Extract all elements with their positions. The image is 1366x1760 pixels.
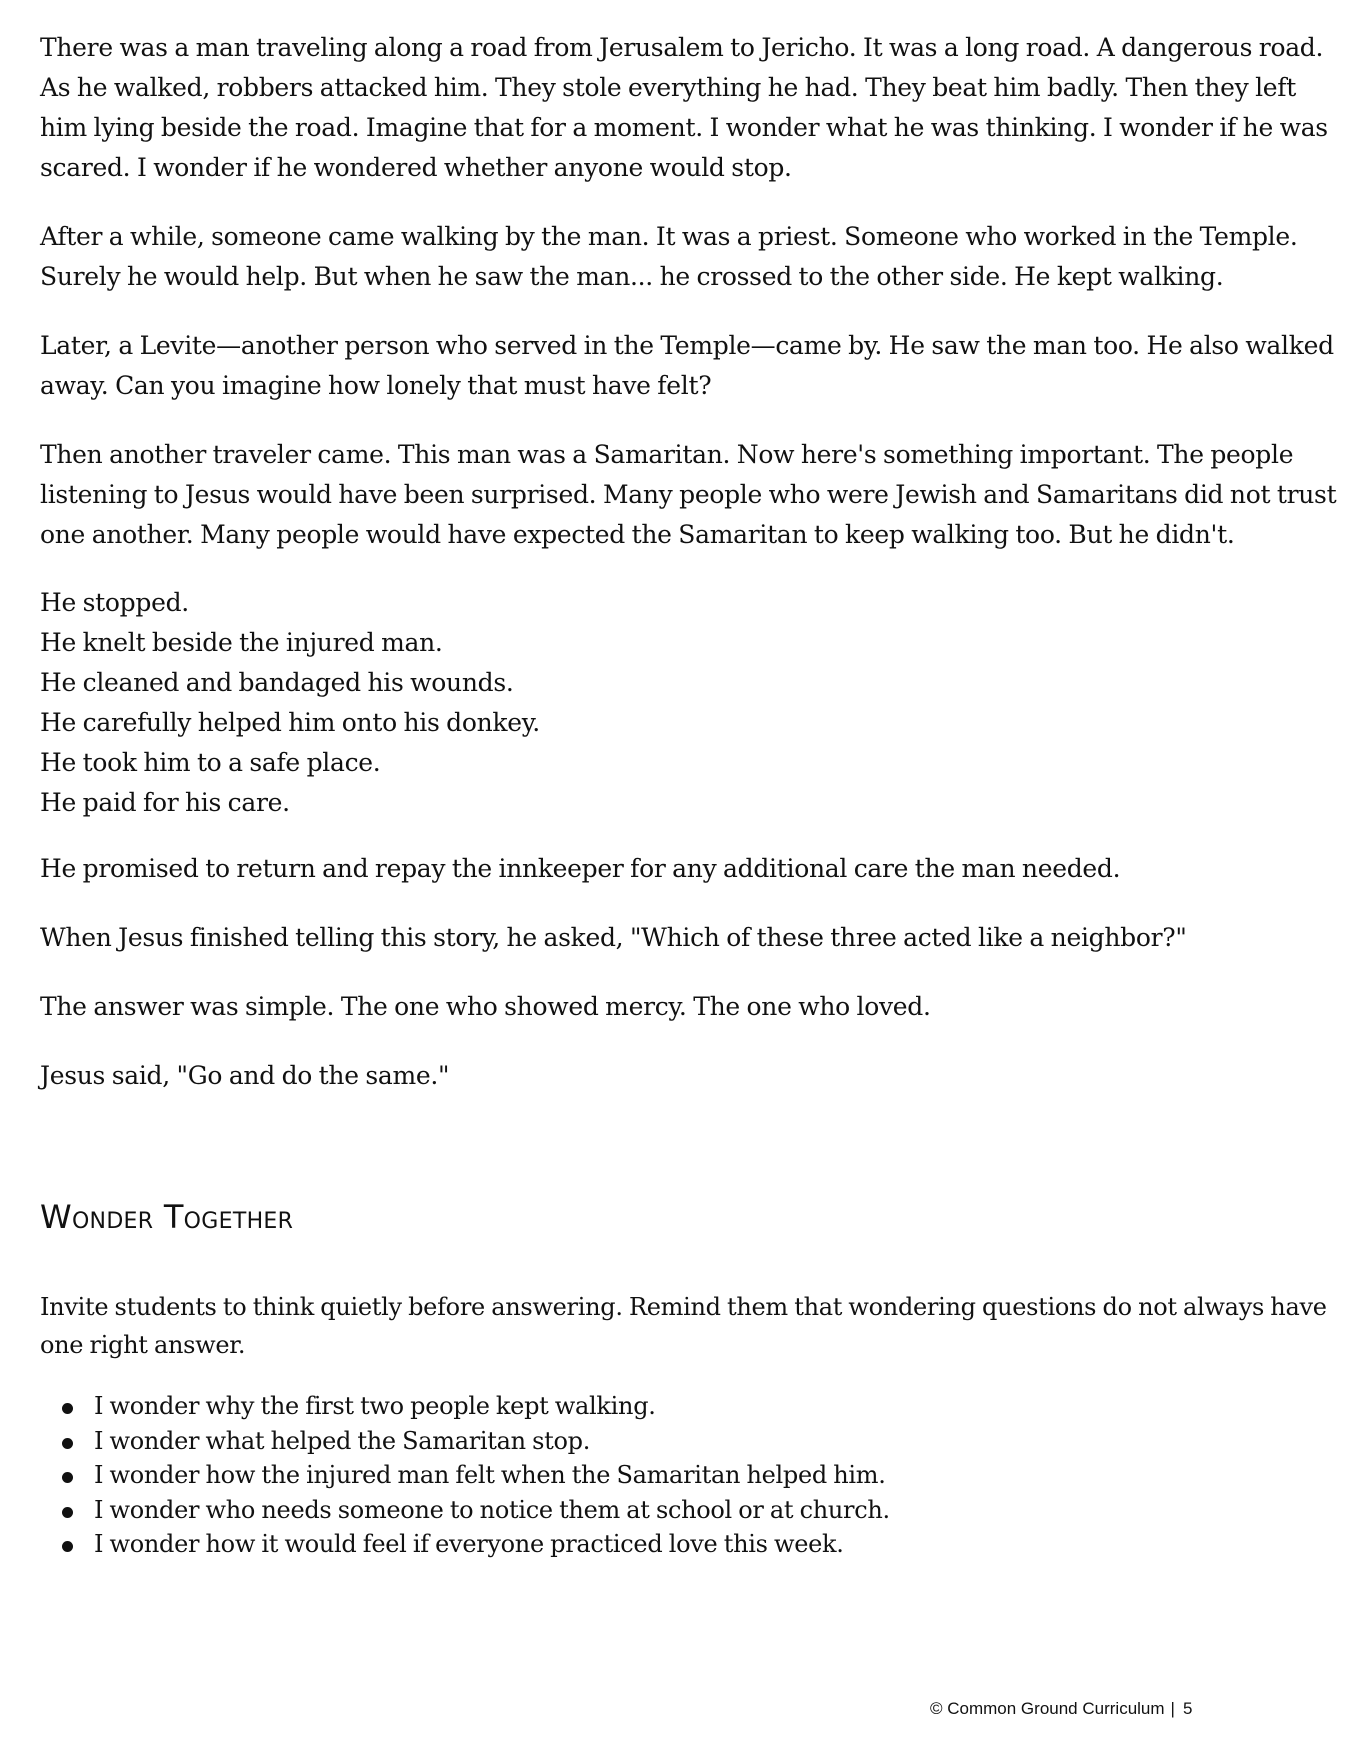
section-heading: Wonder Together [40,1198,294,1236]
bullet-icon [62,1403,73,1414]
copyright-text: © Common Ground Curriculum [930,1699,1165,1718]
wonder-question: I wonder what helped the Samaritan stop. [94,1426,591,1455]
story-paragraph: After a while, someone came walking by the man. It was a priest. Someone who worked in the Temple. Surely he would help. But when he saw the man... he crossed to the other side. He kept walking. [40,222,1298,291]
story-paragraph: When Jesus finished telling this story, he asked, "Which of these three acted like a neighbor?" [40,923,1187,952]
list-item [40,1458,1340,1493]
wonder-section [40,1288,1340,1562]
story-line: He paid for his care. [40,788,290,817]
list-item [40,1493,1340,1528]
story-line: He carefully helped him onto his donkey. [40,708,540,737]
story-line: He took him to a safe place. [40,748,381,777]
story-line: He stopped. [40,588,189,617]
story-paragraph: There was a man traveling along a road from Jerusalem to Jericho. It was a long road. A dangerous road. As he walked, robbers attacked him. They stole everything he had. They beat him badly. Then they left him lying beside the road. Imagine that for a moment. I wonder what he was thinking. I wonder if he was scared. I wonder if he wondered whether anyone would stop. [40,33,1328,182]
wonder-question: I wonder how it would feel if everyone practiced love this week. [94,1530,844,1558]
story-section [40,28,1340,1096]
page-footer [930,1699,1192,1719]
bullet-icon [62,1507,73,1518]
bullet-icon [62,1541,73,1552]
wonder-intro: Invite students to think quietly before answering. Remind them that wondering questions do not always have one right answer. [40,1293,1327,1359]
document-page [40,28,1340,1562]
list-item [40,1527,1340,1562]
story-paragraph: The answer was simple. The one who showed mercy. The one who loved. [40,992,931,1021]
page-number: 5 [1182,1699,1193,1718]
wonder-question: I wonder why the first two people kept walking. [94,1392,656,1420]
story-action-lines [40,583,1340,823]
wonder-question: I wonder who needs someone to notice them at school or at church. [94,1495,890,1524]
list-item [40,1424,1340,1459]
footer-separator: | [1170,1699,1175,1718]
story-line: He knelt beside the injured man. [40,628,443,657]
list-item [40,1389,1340,1424]
bullet-icon [62,1438,73,1449]
story-paragraph: He promised to return and repay the innkeeper for any additional care the man needed. [40,854,1121,883]
story-paragraph: Later, a Levite—another person who served in the Temple—came by. He saw the man too. He also walked away. Can you imagine how lonely that must have felt? [40,331,1334,400]
story-paragraph: Then another traveler came. This man was a Samaritan. Now here's something important. The people listening to Jesus would have been surprised. Many people who were Jewish and Samaritans did not trust one another. Many people would have expected the Samaritan to keep walking too. But he didn't. [40,440,1337,549]
wonder-question: I wonder how the injured man felt when the Samaritan helped him. [94,1461,886,1489]
story-paragraph: Jesus said, "Go and do the same." [40,1061,450,1090]
story-line: He cleaned and bandaged his wounds. [40,668,514,697]
wonder-question-list [40,1389,1340,1562]
bullet-icon [62,1472,73,1483]
